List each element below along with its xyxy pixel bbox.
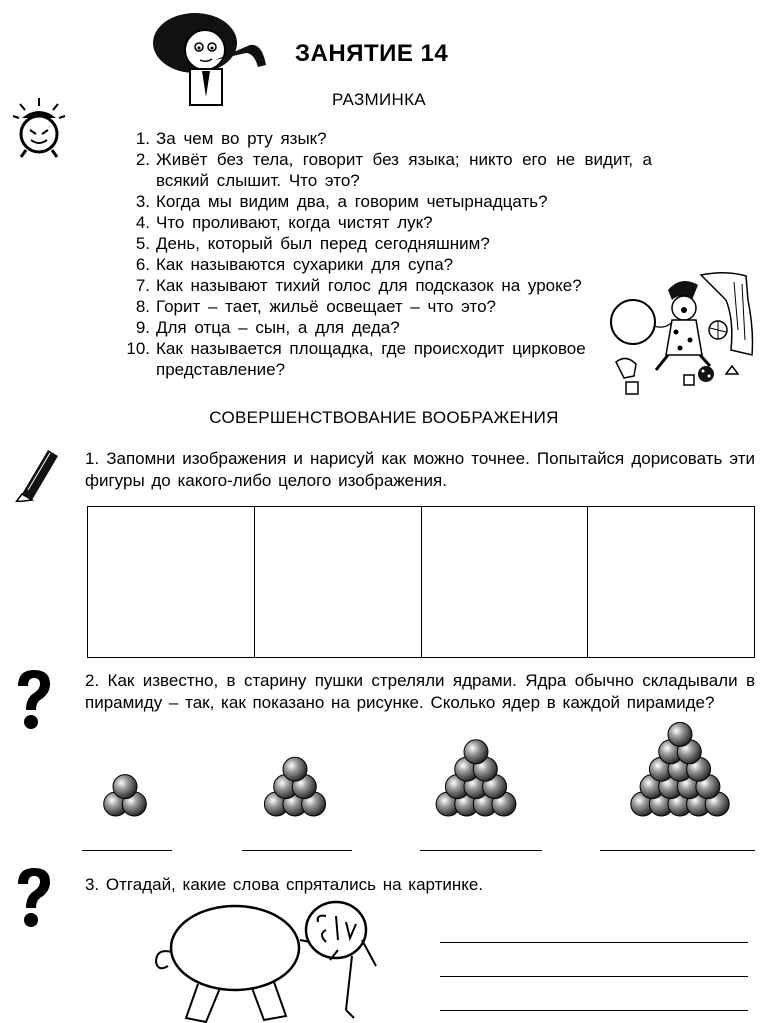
cannonball-pyramids [0,722,768,837]
drawing-box[interactable] [88,507,255,657]
list-item: 10. Как называется площадка, где происходит цирковое представление? [126,339,586,379]
cannonball [668,722,692,746]
list-item: 2. Живёт без тела, говорит без языка; никто его не видит, а всякий слышит. Что это? [135,150,652,190]
list-item: 9. Для отца – сын, а для деда? [135,318,400,337]
cannonball [464,740,488,764]
task-1-text: 1. Запомни изображения и нарисуй как можно точнее. Попытайся дорисовать эти фигуры до какого-либо целого изображения. [85,449,755,490]
answer-line[interactable] [440,976,748,977]
drawing-box[interactable] [422,507,589,657]
list-item: 5. День, который был перед сегодняшним? [135,234,490,253]
list-item: 3. Когда мы видим два, а говорим четырнадцать? [135,192,548,211]
question-mark-icon [12,866,54,930]
cannonball [283,757,307,781]
answer-line[interactable] [440,1010,748,1011]
answer-line[interactable] [82,850,172,851]
list-item: 6. Как называются сухарики для супа? [135,255,454,274]
riddle-list [112,128,652,380]
answer-line[interactable] [600,850,755,851]
task-2-text: 2. Как известно, в старину пушки стреляли ядрами. Ядра обычно складывали в пирамиду – так, как показано на рисунке. Сколько ядер в каждой пирамиде? [85,671,755,712]
answer-line[interactable] [420,850,542,851]
list-item: 4. Что проливают, когда чистят лук? [135,213,433,232]
drawing-boxes [87,506,755,658]
cannonball [113,775,137,799]
list-item: 8. Горит – тает, жильё освещает – что это? [135,297,496,316]
list-item: 1. За чем во рту язык? [135,129,327,148]
answer-line[interactable] [242,850,352,851]
turtle-rebus-icon [140,900,390,1023]
drawing-box[interactable] [588,507,754,657]
task-3-text: 3. Отгадай, какие слова спрятались на картинке. [85,875,484,894]
section-heading: СОВЕРШЕНСТВОВАНИЕ ВООБРАЖЕНИЯ [209,408,559,427]
clown-with-balloon-icon [606,270,756,400]
answer-line[interactable] [440,942,748,943]
boy-with-brush-icon [150,5,270,110]
page-title: ЗАНЯТИЕ 14 [295,40,449,67]
list-item: 7. Как называют тихий голос для подсказок на уроке? [135,276,582,295]
pencil-icon [8,444,58,502]
drawing-box[interactable] [255,507,422,657]
warmup-heading: РАЗМИНКА [332,90,426,109]
alarm-clock-icon [10,96,68,160]
